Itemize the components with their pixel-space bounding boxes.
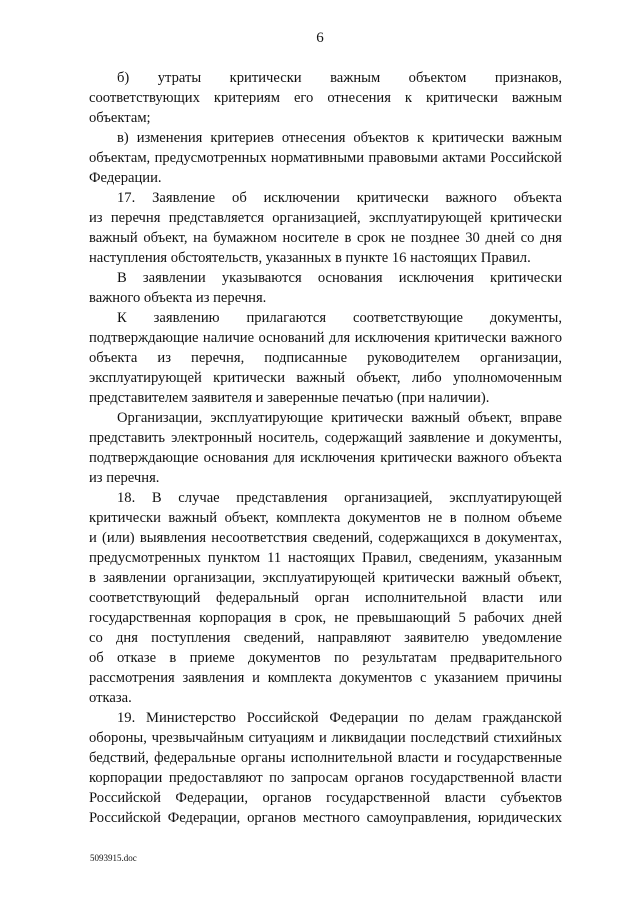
text-line: соответствующих критериям его отнесения к критически важным: [89, 90, 562, 106]
text-line: из перечня представляется организацией, эксплуатирующей критически: [89, 210, 562, 226]
text-line: соответствующий федеральный орган исполнительной власти или: [89, 590, 562, 606]
text-line: подтверждающие основания для исключения критически важного объекта: [89, 450, 562, 466]
text-line: 17. Заявление об исключении критически важного объекта: [117, 190, 562, 206]
text-line: отказа.: [89, 690, 132, 706]
file-name-footer: 5093915.doc: [90, 853, 137, 863]
text-line: 18. В случае представления организацией, эксплуатирующей: [117, 490, 562, 506]
text-line: Организации, эксплуатирующие критически важный объект, вправе: [117, 410, 562, 426]
text-line: Федерации.: [89, 170, 162, 186]
text-line: объектам, предусмотренных нормативными правовыми актами Российской: [89, 150, 562, 166]
text-line: б) утраты критически важным объектом признаков,: [117, 70, 562, 86]
text-line: Российской Федерации, органов местного самоуправления, юридических: [89, 810, 562, 826]
text-line: объектам;: [89, 110, 151, 126]
text-line: эксплуатирующей критически важный объект, либо уполномоченным: [89, 370, 562, 386]
text-line: и (или) выявления несоответствия сведений, содержащихся в документах,: [89, 530, 562, 546]
text-line: критически важный объект, комплекта документов не в полном объеме: [89, 510, 562, 526]
text-line: В заявлении указываются основания исключения критически: [117, 270, 562, 286]
text-line: об отказе в приеме документов по результатам предварительного: [89, 650, 562, 666]
text-line: в) изменения критериев отнесения объектов к критически важным: [117, 130, 562, 146]
text-line: рассмотрения заявления и комплекта документов с указанием причины: [89, 670, 562, 686]
text-line: в заявлении организации, эксплуатирующей критически важный объект,: [89, 570, 562, 586]
text-line: объекта из перечня, подписанные руководителем организации,: [89, 350, 562, 366]
text-line: предусмотренных пунктом 11 настоящих Правил, сведениям, указанным: [89, 550, 562, 566]
text-line: со дня поступления сведений, направляют заявителю уведомление: [89, 630, 562, 646]
text-line: корпорации предоставляют по запросам органов государственной власти: [89, 770, 562, 786]
text-line: наступления обстоятельств, указанных в пункте 16 настоящих Правил.: [89, 250, 531, 266]
text-line: важный объект, на бумажном носителе в срок не позднее 30 дней со дня: [89, 230, 562, 246]
text-line: 19. Министерство Российской Федерации по делам гражданской: [117, 710, 562, 726]
text-line: бедствий, федеральные органы исполнительной власти и государственные: [89, 750, 562, 766]
text-line: обороны, чрезвычайным ситуациям и ликвидации последствий стихийных: [89, 730, 562, 746]
text-line: из перечня.: [89, 470, 160, 486]
page-number: 6: [316, 30, 324, 46]
text-line: государственная корпорация в срок, не превышающий 5 рабочих дней: [89, 610, 562, 626]
text-line: представителем заявителя и заверенные печатью (при наличии).: [89, 390, 490, 406]
text-line: представить электронный носитель, содержащий заявление и документы,: [89, 430, 562, 446]
text-line: важного объекта из перечня.: [89, 290, 267, 306]
text-line: К заявлению прилагаются соответствующие документы,: [117, 310, 562, 326]
text-line: Российской Федерации, органов государственной власти субъектов: [89, 790, 562, 806]
text-line: подтверждающие наличие оснований для исключения критически важного: [89, 330, 562, 346]
